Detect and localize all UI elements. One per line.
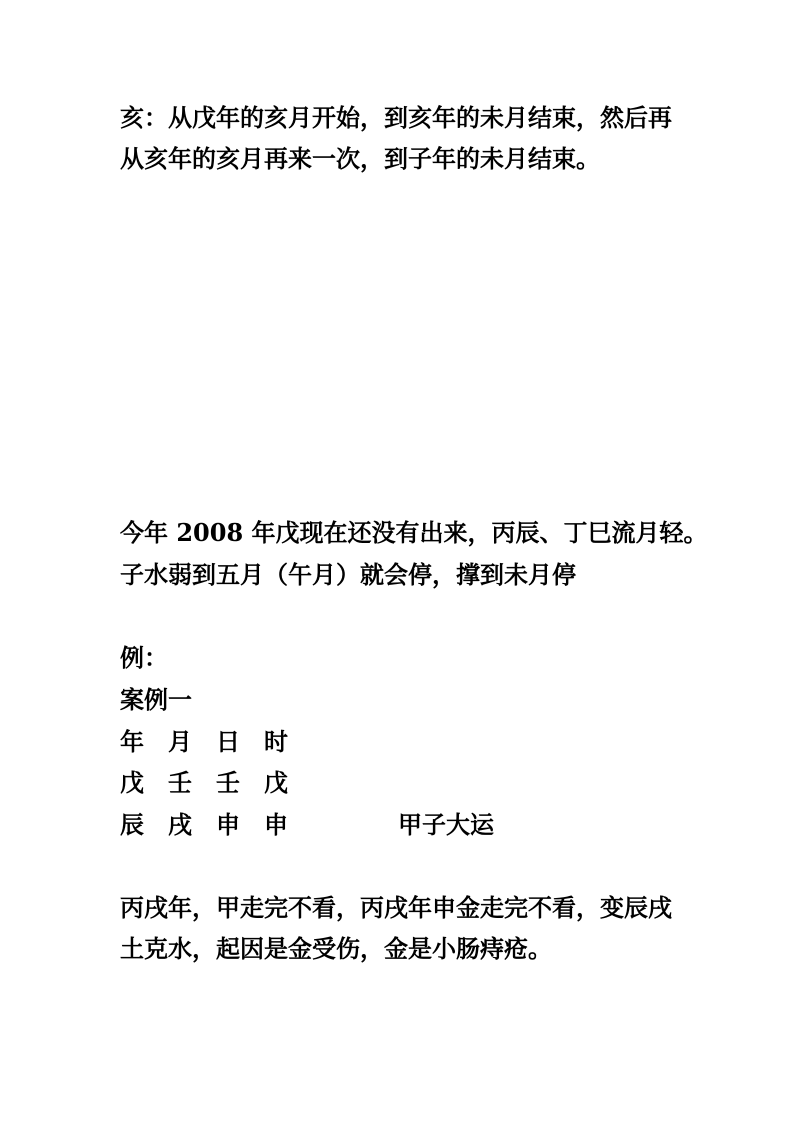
- pillar-header-day: 日: [216, 727, 240, 756]
- dayun-label: 甲子大运: [398, 810, 494, 839]
- paragraph-2-line-2: 子水弱到五月（午月）就会停，撑到未月停: [120, 560, 576, 589]
- branch-year: 辰: [120, 810, 144, 839]
- pillar-header-hour: 时: [264, 727, 288, 756]
- stem-hour: 戊: [264, 768, 288, 797]
- paragraph-1-line-2: 从亥年的亥月再来一次，到子年的未月结束。: [120, 144, 600, 173]
- paragraph-3-line-2: 土克水，起因是金受伤，金是小肠痔疮。: [120, 934, 552, 963]
- pillar-header-month: 月: [168, 727, 192, 756]
- branch-month: 戌: [168, 810, 192, 839]
- pillar-header-year: 年: [120, 727, 144, 756]
- case-title: 案例一: [120, 685, 192, 714]
- stem-month: 壬: [168, 768, 192, 797]
- stem-day: 壬: [216, 768, 240, 797]
- branch-hour: 申: [264, 810, 288, 839]
- example-label: 例：: [120, 643, 168, 672]
- stem-year: 戊: [120, 768, 144, 797]
- paragraph-1-line-1: 亥：从戊年的亥月开始，到亥年的未月结束，然后再: [120, 103, 672, 132]
- paragraph-2-line-1: 今年 2008 年戊现在还没有出来，丙辰、丁巳流月轻。: [120, 518, 708, 547]
- paragraph-3-line-1: 丙戌年，甲走完不看，丙戌年申金走完不看，变辰戌: [120, 893, 672, 922]
- branch-day: 申: [216, 810, 240, 839]
